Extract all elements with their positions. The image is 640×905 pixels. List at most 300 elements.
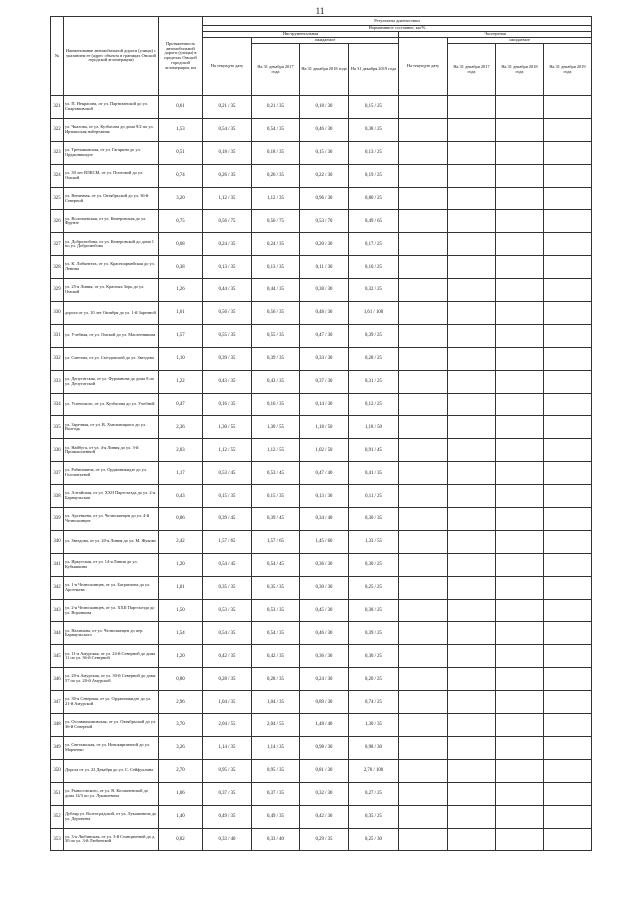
table-row [51, 210, 592, 233]
road-length: 2,42 [159, 530, 203, 553]
row-number: 340 [51, 530, 64, 553]
expert-empty-cell [544, 302, 592, 325]
road-length: 0,68 [159, 233, 203, 256]
value-current: 0,95 / 35 [203, 759, 252, 782]
value-2017: 0,54 / 45 [252, 553, 300, 576]
expert-empty-cell [399, 736, 448, 759]
expert-empty-cell [544, 576, 592, 599]
value-current: 0,35 / 35 [203, 576, 252, 599]
road-name: ул. 30-я Северная, от ул. Орджоникидзе до ул. 21-й Амурской [64, 691, 159, 714]
value-current: 0,39 / 45 [203, 508, 252, 531]
road-length: 2,36 [159, 416, 203, 439]
value-current: 0,53 / 35 [203, 599, 252, 622]
table-row [51, 782, 592, 805]
diagnostics-table [50, 16, 592, 851]
header-expert: Экспертная [399, 32, 592, 38]
value-2019: 0,25 / 30 [349, 828, 399, 851]
row-number: 326 [51, 210, 64, 233]
road-name: дорога от ул. 10 лет Октября до ул. 1-й Заречной [64, 302, 159, 325]
expert-empty-cell [496, 805, 544, 828]
value-2017: 0,44 / 35 [252, 279, 300, 302]
expert-empty-cell [448, 141, 496, 164]
row-number: 322 [51, 118, 64, 141]
road-length: 1,20 [159, 645, 203, 668]
value-2017: 0,54 / 35 [252, 118, 300, 141]
value-2019: 0,30 / 25 [349, 645, 399, 668]
value-2019: 2,70 / 100 [349, 759, 399, 782]
value-2018: 0,38 / 30 [300, 279, 349, 302]
header-instrumental: Инструментальная [203, 32, 399, 38]
row-number: 349 [51, 736, 64, 759]
value-current: 0,56 / 75 [203, 210, 252, 233]
expert-empty-cell [544, 187, 592, 210]
expert-empty-cell [544, 736, 592, 759]
value-current: 1,12 / 55 [203, 439, 252, 462]
value-2018: 0,15 / 30 [300, 141, 349, 164]
road-length: 1,22 [159, 370, 203, 393]
table-row [51, 828, 592, 851]
value-2017: 0,53 / 35 [252, 599, 300, 622]
expert-empty-cell [496, 553, 544, 576]
expert-empty-cell [399, 668, 448, 691]
value-2019: 0,15 / 25 [349, 96, 399, 119]
expert-empty-cell [496, 622, 544, 645]
road-name: ул. Заречная, от ул. В. Хмельницкого до ул. Волгодь [64, 416, 159, 439]
road-name: ул. Депутатская, от ул. Фурманова до дома 8 по ул. Депутатской [64, 370, 159, 393]
value-2018: 0,42 / 30 [300, 805, 349, 828]
value-2019: 0,31 / 25 [349, 370, 399, 393]
value-2019: 0,91 / 45 [349, 439, 399, 462]
expert-empty-cell [496, 279, 544, 302]
expert-empty-cell [448, 210, 496, 233]
road-name: ул. Сметова, от ул. Съездовской до ул. Звездова [64, 347, 159, 370]
value-current: 0,33 / 40 [203, 828, 252, 851]
expert-empty-cell [544, 347, 592, 370]
value-current: 0,39 / 35 [203, 347, 252, 370]
road-name: ул. Найбуга, от ул. 4-я Линия до ул. 3-й Промышленной [64, 439, 159, 462]
road-name: ул. Алтайская, от ул. ХХII Партсъезда до ул. 2-я Барнаульская [64, 485, 159, 508]
value-2017: 0,33 / 40 [252, 828, 300, 851]
value-2017: 0,28 / 35 [252, 668, 300, 691]
row-number: 342 [51, 576, 64, 599]
road-name: ул. Веничная, от ул. Октябрьской до ул. 36-й Северной [64, 187, 159, 210]
expert-empty-cell [448, 485, 496, 508]
expert-empty-cell [544, 691, 592, 714]
expert-empty-cell [399, 645, 448, 668]
table-row [51, 279, 592, 302]
road-length: 1,54 [159, 622, 203, 645]
value-current: 2,04 / 55 [203, 714, 252, 737]
value-current: 0,53 / 45 [203, 462, 252, 485]
value-2018: 1,45 / 60 [300, 530, 349, 553]
table-row [51, 645, 592, 668]
road-length: 1,26 [159, 279, 203, 302]
row-number: 331 [51, 324, 64, 347]
value-current: 0,56 / 35 [203, 302, 252, 325]
row-number: 351 [51, 782, 64, 805]
expert-empty-cell [496, 462, 544, 485]
row-number: 323 [51, 141, 64, 164]
expert-empty-cell [448, 370, 496, 393]
road-name: ул. Рыносовского, от ул. В. Космачевской до дома 14/3 по ул. Лукашевича [64, 782, 159, 805]
road-name: Дубляр ул. Волгоградской, от ул. Лукашевича до ул. Дергачева [64, 805, 159, 828]
row-number: 345 [51, 645, 64, 668]
value-2019: 0,30 / 25 [349, 553, 399, 576]
expert-empty-cell [448, 118, 496, 141]
expert-empty-cell [399, 324, 448, 347]
expert-empty-cell [448, 782, 496, 805]
road-length: 0,38 [159, 256, 203, 279]
value-2018: 0,46 / 30 [300, 118, 349, 141]
expert-empty-cell [448, 530, 496, 553]
expert-empty-cell [448, 714, 496, 737]
value-2019: 0,27 / 25 [349, 782, 399, 805]
road-length: 1,17 [159, 462, 203, 485]
row-number: 333 [51, 370, 64, 393]
value-2018: 0,24 / 30 [300, 668, 349, 691]
expert-empty-cell [399, 233, 448, 256]
expert-empty-cell [496, 118, 544, 141]
value-2019: 0,10 / 25 [349, 256, 399, 279]
expert-empty-cell [496, 714, 544, 737]
value-current: 0,37 / 35 [203, 782, 252, 805]
value-2017: 0,13 / 35 [252, 256, 300, 279]
expert-empty-cell [496, 164, 544, 187]
expert-empty-cell [399, 828, 448, 851]
expert-empty-cell [544, 279, 592, 302]
road-length: 1,06 [159, 782, 203, 805]
expert-empty-cell [544, 805, 592, 828]
road-length: 0,82 [159, 828, 203, 851]
expert-empty-cell [544, 508, 592, 531]
expert-empty-cell [496, 439, 544, 462]
value-current: 0,54 / 45 [203, 553, 252, 576]
road-length: 1,10 [159, 347, 203, 370]
expert-empty-cell [496, 691, 544, 714]
road-length: 0,61 [159, 96, 203, 119]
value-current: 0,13 / 35 [203, 256, 252, 279]
expert-empty-cell [399, 714, 448, 737]
value-2017: 0,16 / 35 [252, 393, 300, 416]
road-name: ул. Иркутская, от ул. 14-я Линия до ул. Кубышкина [64, 553, 159, 576]
value-2017: 0,43 / 35 [252, 370, 300, 393]
expert-empty-cell [448, 668, 496, 691]
row-number: 347 [51, 691, 64, 714]
table-row [51, 302, 592, 325]
expert-empty-cell [399, 462, 448, 485]
expert-empty-cell [496, 416, 544, 439]
value-2018: 0,33 / 30 [300, 347, 349, 370]
expert-empty-cell [544, 530, 592, 553]
value-2018: 0,30 / 30 [300, 576, 349, 599]
value-2017: 0,39 / 45 [252, 508, 300, 531]
road-name: ул. Нахимова, от ул. Челюскинцев до пер. Барнаульского [64, 622, 159, 645]
value-2018: 0,89 / 30 [300, 691, 349, 714]
row-number: 343 [51, 599, 64, 622]
expert-empty-cell [496, 576, 544, 599]
value-current: 0,54 / 35 [203, 118, 252, 141]
expert-empty-cell [399, 210, 448, 233]
road-length: 0,80 [159, 668, 203, 691]
header-no: № [51, 17, 64, 96]
expert-empty-cell [448, 576, 496, 599]
value-2018: 0,29 / 35 [300, 828, 349, 851]
expert-empty-cell [496, 324, 544, 347]
road-length: 3,70 [159, 714, 203, 737]
value-2017: 0,35 / 35 [252, 576, 300, 599]
expert-empty-cell [399, 530, 448, 553]
value-2019: 0,35 / 25 [349, 805, 399, 828]
value-current: 0,55 / 35 [203, 324, 252, 347]
table-row [51, 736, 592, 759]
expert-empty-cell [448, 508, 496, 531]
road-length: 1,50 [159, 599, 203, 622]
road-length: 2,03 [159, 439, 203, 462]
expert-empty-cell [544, 828, 592, 851]
header-results: Результаты диагностики [203, 17, 592, 26]
value-2018: 0,22 / 30 [300, 164, 349, 187]
value-current: 1,12 / 35 [203, 187, 252, 210]
value-current: 0,24 / 35 [203, 233, 252, 256]
value-2017: 0,56 / 75 [252, 210, 300, 233]
value-2019: 0,39 / 25 [349, 324, 399, 347]
value-2017: 2,04 / 55 [252, 714, 300, 737]
expert-empty-cell [544, 416, 592, 439]
expert-empty-cell [448, 393, 496, 416]
expert-empty-cell [496, 347, 544, 370]
value-current: 0,15 / 35 [203, 485, 252, 508]
header-2017-instrumental: На 31 декабря 2017 года [252, 44, 300, 96]
expert-empty-cell [544, 370, 592, 393]
value-2017: 0,21 / 35 [252, 96, 300, 119]
row-number: 352 [51, 805, 64, 828]
road-length: 0,75 [159, 210, 203, 233]
table-row [51, 347, 592, 370]
value-2019: 0,13 / 25 [349, 141, 399, 164]
expert-empty-cell [448, 347, 496, 370]
value-2017: 0,37 / 35 [252, 782, 300, 805]
table-row [51, 530, 592, 553]
value-current: 1,04 / 35 [203, 691, 252, 714]
value-2019: 1,18 / 50 [349, 416, 399, 439]
value-2017: 0,26 / 35 [252, 164, 300, 187]
expert-empty-cell [544, 210, 592, 233]
expert-empty-cell [448, 416, 496, 439]
expert-empty-cell [544, 759, 592, 782]
expert-empty-cell [496, 485, 544, 508]
road-length: 1,57 [159, 324, 203, 347]
expert-empty-cell [496, 828, 544, 851]
value-2019: 0,20 / 25 [349, 668, 399, 691]
expert-empty-cell [448, 736, 496, 759]
value-current: 0,54 / 35 [203, 622, 252, 645]
expert-empty-cell [448, 187, 496, 210]
header-2018-expert: На 31 декабря 2018 года [496, 44, 544, 96]
expert-empty-cell [496, 508, 544, 531]
value-2017: 1,04 / 35 [252, 691, 300, 714]
table-row [51, 141, 592, 164]
header-length: Протяженность автомобильной дороги (улицы) в пределах Омской городской агломерации, км [159, 17, 203, 96]
expert-empty-cell [544, 164, 592, 187]
expert-empty-cell [448, 439, 496, 462]
expert-empty-cell [544, 393, 592, 416]
value-2018: 0,47 / 30 [300, 324, 349, 347]
value-2018: 0,13 / 30 [300, 485, 349, 508]
row-number: 339 [51, 508, 64, 531]
road-length: 3,20 [159, 187, 203, 210]
table-row [51, 759, 592, 782]
expert-empty-cell [544, 599, 592, 622]
road-length: 2,70 [159, 759, 203, 782]
table-row [51, 622, 592, 645]
expert-empty-cell [544, 782, 592, 805]
expert-empty-cell [448, 96, 496, 119]
header-current-instrumental: На текущую дату [203, 38, 252, 96]
expert-empty-cell [399, 599, 448, 622]
row-number: 334 [51, 393, 64, 416]
value-2018: 0,20 / 30 [300, 233, 349, 256]
value-2019: 0,30 / 35 [349, 508, 399, 531]
page-number: 11 [315, 6, 325, 16]
road-name: ул. Успенского, от ул. Кузбасова до ул. Учебной [64, 393, 159, 416]
road-name: ул. 30 лет ВЛКСМ, от ул. Почтовой до ул. Омской [64, 164, 159, 187]
header-2017-expert: На 31 декабря 2017 года [448, 44, 496, 96]
road-length: 1,01 [159, 576, 203, 599]
value-2017: 0,49 / 35 [252, 805, 300, 828]
road-length: 1,40 [159, 805, 203, 828]
expert-empty-cell [399, 759, 448, 782]
table-row [51, 118, 592, 141]
value-current: 0,18 / 35 [203, 141, 252, 164]
header-current-expert: На текущую дату [399, 38, 448, 96]
expert-empty-cell [399, 164, 448, 187]
row-number: 330 [51, 302, 64, 325]
expert-empty-cell [496, 256, 544, 279]
value-2018: 0,48 / 30 [300, 302, 349, 325]
expert-empty-cell [448, 256, 496, 279]
expert-empty-cell [496, 393, 544, 416]
road-length: 3,26 [159, 736, 203, 759]
value-2018: 0,98 / 30 [300, 736, 349, 759]
header-2019-expert: На 31 декабря 2019 года [544, 44, 592, 96]
row-number: 325 [51, 187, 64, 210]
expert-empty-cell [448, 622, 496, 645]
expert-empty-cell [496, 141, 544, 164]
expert-empty-cell [448, 805, 496, 828]
value-2017: 1,30 / 55 [252, 416, 300, 439]
expert-empty-cell [448, 462, 496, 485]
value-2017: 0,15 / 35 [252, 485, 300, 508]
expert-empty-cell [448, 759, 496, 782]
value-current: 1,57 / 65 [203, 530, 252, 553]
expert-empty-cell [544, 233, 592, 256]
table-row [51, 462, 592, 485]
value-2019: 0,41 / 35 [349, 462, 399, 485]
value-2019: 0,25 / 25 [349, 576, 399, 599]
expert-empty-cell [496, 645, 544, 668]
table-row [51, 691, 592, 714]
expert-empty-cell [448, 828, 496, 851]
expert-empty-cell [399, 416, 448, 439]
value-2019: 0,98 / 30 [349, 736, 399, 759]
value-2018: 0,46 / 30 [300, 622, 349, 645]
value-current: 0,28 / 35 [203, 668, 252, 691]
value-2018: 0,36 / 30 [300, 553, 349, 576]
road-length: 1,61 [159, 302, 203, 325]
expert-empty-cell [399, 485, 448, 508]
table-row [51, 508, 592, 531]
value-2017: 0,18 / 35 [252, 141, 300, 164]
table-row [51, 553, 592, 576]
row-number: 344 [51, 622, 64, 645]
road-name: ул. Осоавиахимовская, от ул. Октябрьской до ул. 36-й Северной [64, 714, 159, 737]
table-row [51, 324, 592, 347]
expert-empty-cell [544, 96, 592, 119]
expert-empty-cell [496, 530, 544, 553]
value-2018: 1,02 / 50 [300, 439, 349, 462]
expert-empty-cell [399, 118, 448, 141]
header-expected-expert: ожидаемое [448, 38, 592, 44]
table-body [51, 96, 592, 851]
value-2017: 1,14 / 35 [252, 736, 300, 759]
expert-empty-cell [544, 645, 592, 668]
header-normative: Нормативное состояние, км/% [203, 26, 592, 32]
expert-empty-cell [448, 645, 496, 668]
expert-empty-cell [399, 347, 448, 370]
road-length: 0,47 [159, 393, 203, 416]
expert-empty-cell [544, 668, 592, 691]
expert-empty-cell [399, 508, 448, 531]
value-2018: 0,18 / 30 [300, 96, 349, 119]
value-2018: 0,53 / 70 [300, 210, 349, 233]
value-2017: 1,12 / 35 [252, 187, 300, 210]
expert-empty-cell [496, 233, 544, 256]
table-row [51, 416, 592, 439]
row-number: 324 [51, 164, 64, 187]
road-length: 0,43 [159, 485, 203, 508]
row-number: 327 [51, 233, 64, 256]
expert-empty-cell [544, 118, 592, 141]
expert-empty-cell [448, 302, 496, 325]
expert-empty-cell [399, 439, 448, 462]
road-name: ул. 25-я Линия, от ул. Красных Зорь до ул. Омской [64, 279, 159, 302]
expert-empty-cell [448, 324, 496, 347]
row-number: 341 [51, 553, 64, 576]
road-name: ул. 20-я Амурская, от ул. 30-й Северной до дома 57 по ул. 20-й Амурской [64, 668, 159, 691]
table-row [51, 599, 592, 622]
road-length: 0,51 [159, 141, 203, 164]
table-row [51, 233, 592, 256]
header-name: Наименование автомобильной дороги (улицы) с указанием ее (адрес объекта в границах Омской городской агломерации) [64, 17, 159, 96]
expert-empty-cell [399, 553, 448, 576]
expert-empty-cell [448, 691, 496, 714]
expert-empty-cell [448, 164, 496, 187]
value-2019: 0,12 / 25 [349, 393, 399, 416]
value-2019: 0,80 / 25 [349, 187, 399, 210]
expert-empty-cell [399, 782, 448, 805]
road-name: ул. П. Некрасова, от ул. Партизанской до ул. Спартаковской [64, 96, 159, 119]
road-length: 1,53 [159, 118, 203, 141]
expert-empty-cell [399, 256, 448, 279]
expert-empty-cell [448, 279, 496, 302]
value-2017: 0,39 / 35 [252, 347, 300, 370]
value-2018: 0,14 / 30 [300, 393, 349, 416]
row-number: 332 [51, 347, 64, 370]
expert-empty-cell [496, 759, 544, 782]
table-row [51, 187, 592, 210]
table-row [51, 668, 592, 691]
value-2019: 0,11 / 25 [349, 485, 399, 508]
